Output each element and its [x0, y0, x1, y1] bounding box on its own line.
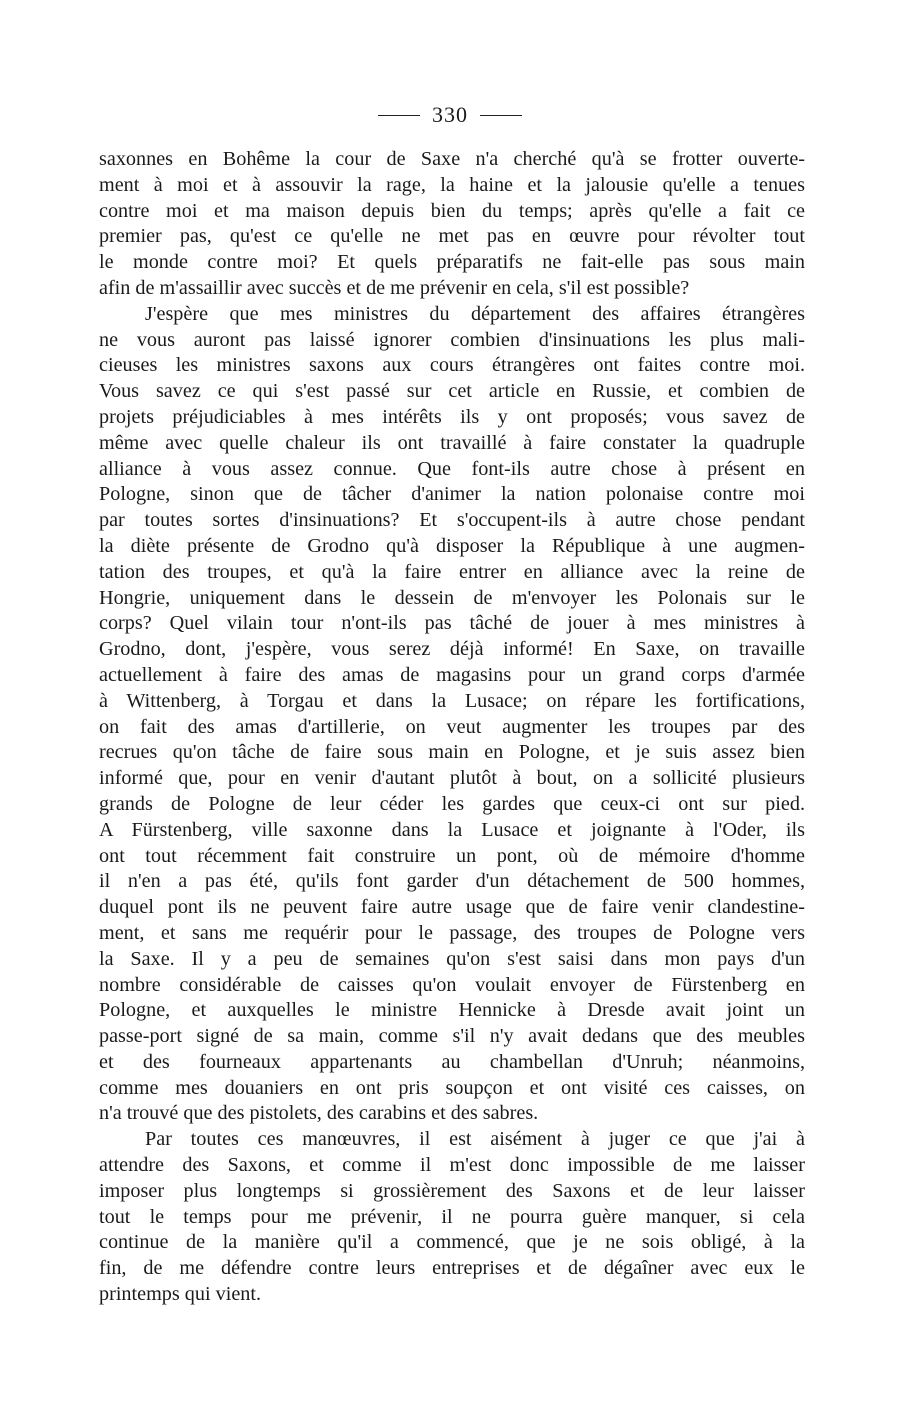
- text-line: nombre considérable de caisses qu'on voulait envoyer de Fürstenberg en: [99, 973, 805, 996]
- text-line: même avec quelle chaleur ils ont travaillé à faire constater la quadruple: [99, 431, 805, 454]
- text-line: n'a trouvé que des pistolets, des carabins et des sabres.: [99, 1102, 539, 1125]
- text-line: ont tout récemment fait construire un pont, où de mémoire d'homme: [99, 844, 805, 867]
- header-rule-right: [480, 115, 522, 116]
- paragraph: [99, 1127, 805, 1308]
- text-line: afin de m'assaillir avec succès et de me prévenir en cela, s'il est possible?: [99, 276, 690, 299]
- text-line: duquel pont ils ne peuvent faire autre usage que de faire venir clandestine-: [99, 896, 805, 919]
- text-line: J'espère que mes ministres du département des affaires étrangères: [145, 302, 805, 325]
- text-line: ment, et sans me requérir pour le passage, des troupes de Pologne vers: [99, 921, 805, 944]
- text-line: la diète présente de Grodno qu'à disposer la République à une augmen-: [99, 534, 805, 557]
- text-line: par toutes sortes d'insinuations? Et s'occupent-ils à autre chose pendant: [99, 509, 805, 532]
- text-line: tout le temps pour me prévenir, il ne pourra guère manquer, si cela: [99, 1205, 805, 1228]
- text-line: Vous savez ce qui s'est passé sur cet article en Russie, et combien de: [99, 380, 805, 403]
- text-line: le monde contre moi? Et quels préparatifs ne fait-elle pas sous main: [99, 251, 805, 274]
- text-line: actuellement à faire des amas de magasins pour un grand corps d'armée: [99, 663, 805, 686]
- header-rule-left: [378, 115, 420, 116]
- text-line: et des fourneaux appartenants au chambellan d'Unruh; néanmoins,: [99, 1050, 805, 1073]
- text-line: printemps qui vient.: [99, 1283, 262, 1306]
- text-line: contre moi et ma maison depuis bien du temps; après qu'elle a fait ce: [99, 199, 805, 222]
- text-line: imposer plus longtemps si grossièrement des Saxons et de leur laisser: [99, 1179, 805, 1202]
- text-line: comme mes douaniers en ont pris soupçon et ont visité ces caisses, on: [99, 1076, 805, 1099]
- text-line: projets préjudiciables à mes intérêts ils y ont proposés; vous savez de: [99, 405, 805, 428]
- text-line: premier pas, qu'est ce qu'elle ne met pas en œuvre pour révolter tout: [99, 225, 805, 248]
- text-line: cieuses les ministres saxons aux cours étrangères ont faites contre moi.: [99, 354, 805, 377]
- text-line: saxonnes en Bohême la cour de Saxe n'a cherché qu'à se frotter ouverte-: [99, 148, 805, 170]
- paragraph: [99, 147, 805, 302]
- text-line: continue de la manière qu'il a commencé, que je ne sois obligé, à la: [99, 1231, 805, 1254]
- text-line: recrues qu'on tâche de faire sous main en Pologne, et je suis assez bien: [99, 741, 805, 764]
- text-line: Par toutes ces manœuvres, il est aisément à juger ce que j'ai à: [145, 1128, 805, 1151]
- text-line: Pologne, et auxquelles le ministre Hennicke à Dresde avait joint un: [99, 999, 805, 1022]
- page-number: 330: [432, 102, 468, 127]
- text-line: attendre des Saxons, et comme il m'est donc impossible de me laisser: [99, 1154, 805, 1177]
- page-body: [99, 147, 805, 1308]
- text-line: il n'en a pas été, qu'ils font garder d'un détachement de 500 hommes,: [99, 870, 805, 893]
- text-line: ment à moi et à assouvir la rage, la haine et la jalousie qu'elle a tenues: [99, 173, 805, 196]
- text-line: grands de Pologne de leur céder les gardes que ceux-ci ont sur pied.: [99, 792, 805, 815]
- text-line: on fait des amas d'artillerie, on veut augmenter les troupes par des: [99, 715, 805, 738]
- text-line: ne vous auront pas laissé ignorer combien d'insinuations les plus mali-: [99, 328, 805, 351]
- text-line: à Wittenberg, à Torgau et dans la Lusace; on répare les fortifications,: [99, 689, 805, 712]
- text-line: Pologne, sinon que de tâcher d'animer la nation polonaise contre moi: [99, 483, 805, 506]
- text-line: passe-port signé de sa main, comme s'il n'y avait dedans que des meubles: [99, 1025, 805, 1048]
- paragraph: [99, 302, 805, 1128]
- text-line: informé que, pour en venir d'autant plutôt à bout, on a sollicité plusieurs: [99, 767, 805, 790]
- text-line: la Saxe. Il y a peu de semaines qu'on s'est saisi dans mon pays d'un: [99, 947, 805, 970]
- text-line: tation des troupes, et qu'à la faire entrer en alliance avec la reine de: [99, 560, 805, 583]
- text-line: alliance à vous assez connue. Que font-ils autre chose à présent en: [99, 457, 805, 480]
- text-line: fin, de me défendre contre leurs entreprises et de dégaîner avec eux le: [99, 1257, 805, 1280]
- text-line: Grodno, dont, j'espère, vous serez déjà informé! En Saxe, on travaille: [99, 638, 805, 661]
- text-line: corps? Quel vilain tour n'ont-ils pas tâché de jouer à mes ministres à: [99, 612, 805, 635]
- text-line: Hongrie, uniquement dans le dessein de m'envoyer les Polonais sur le: [99, 586, 805, 609]
- text-line: A Fürstenberg, ville saxonne dans la Lusace et joignante à l'Oder, ils: [99, 818, 805, 841]
- page-header: [0, 100, 900, 130]
